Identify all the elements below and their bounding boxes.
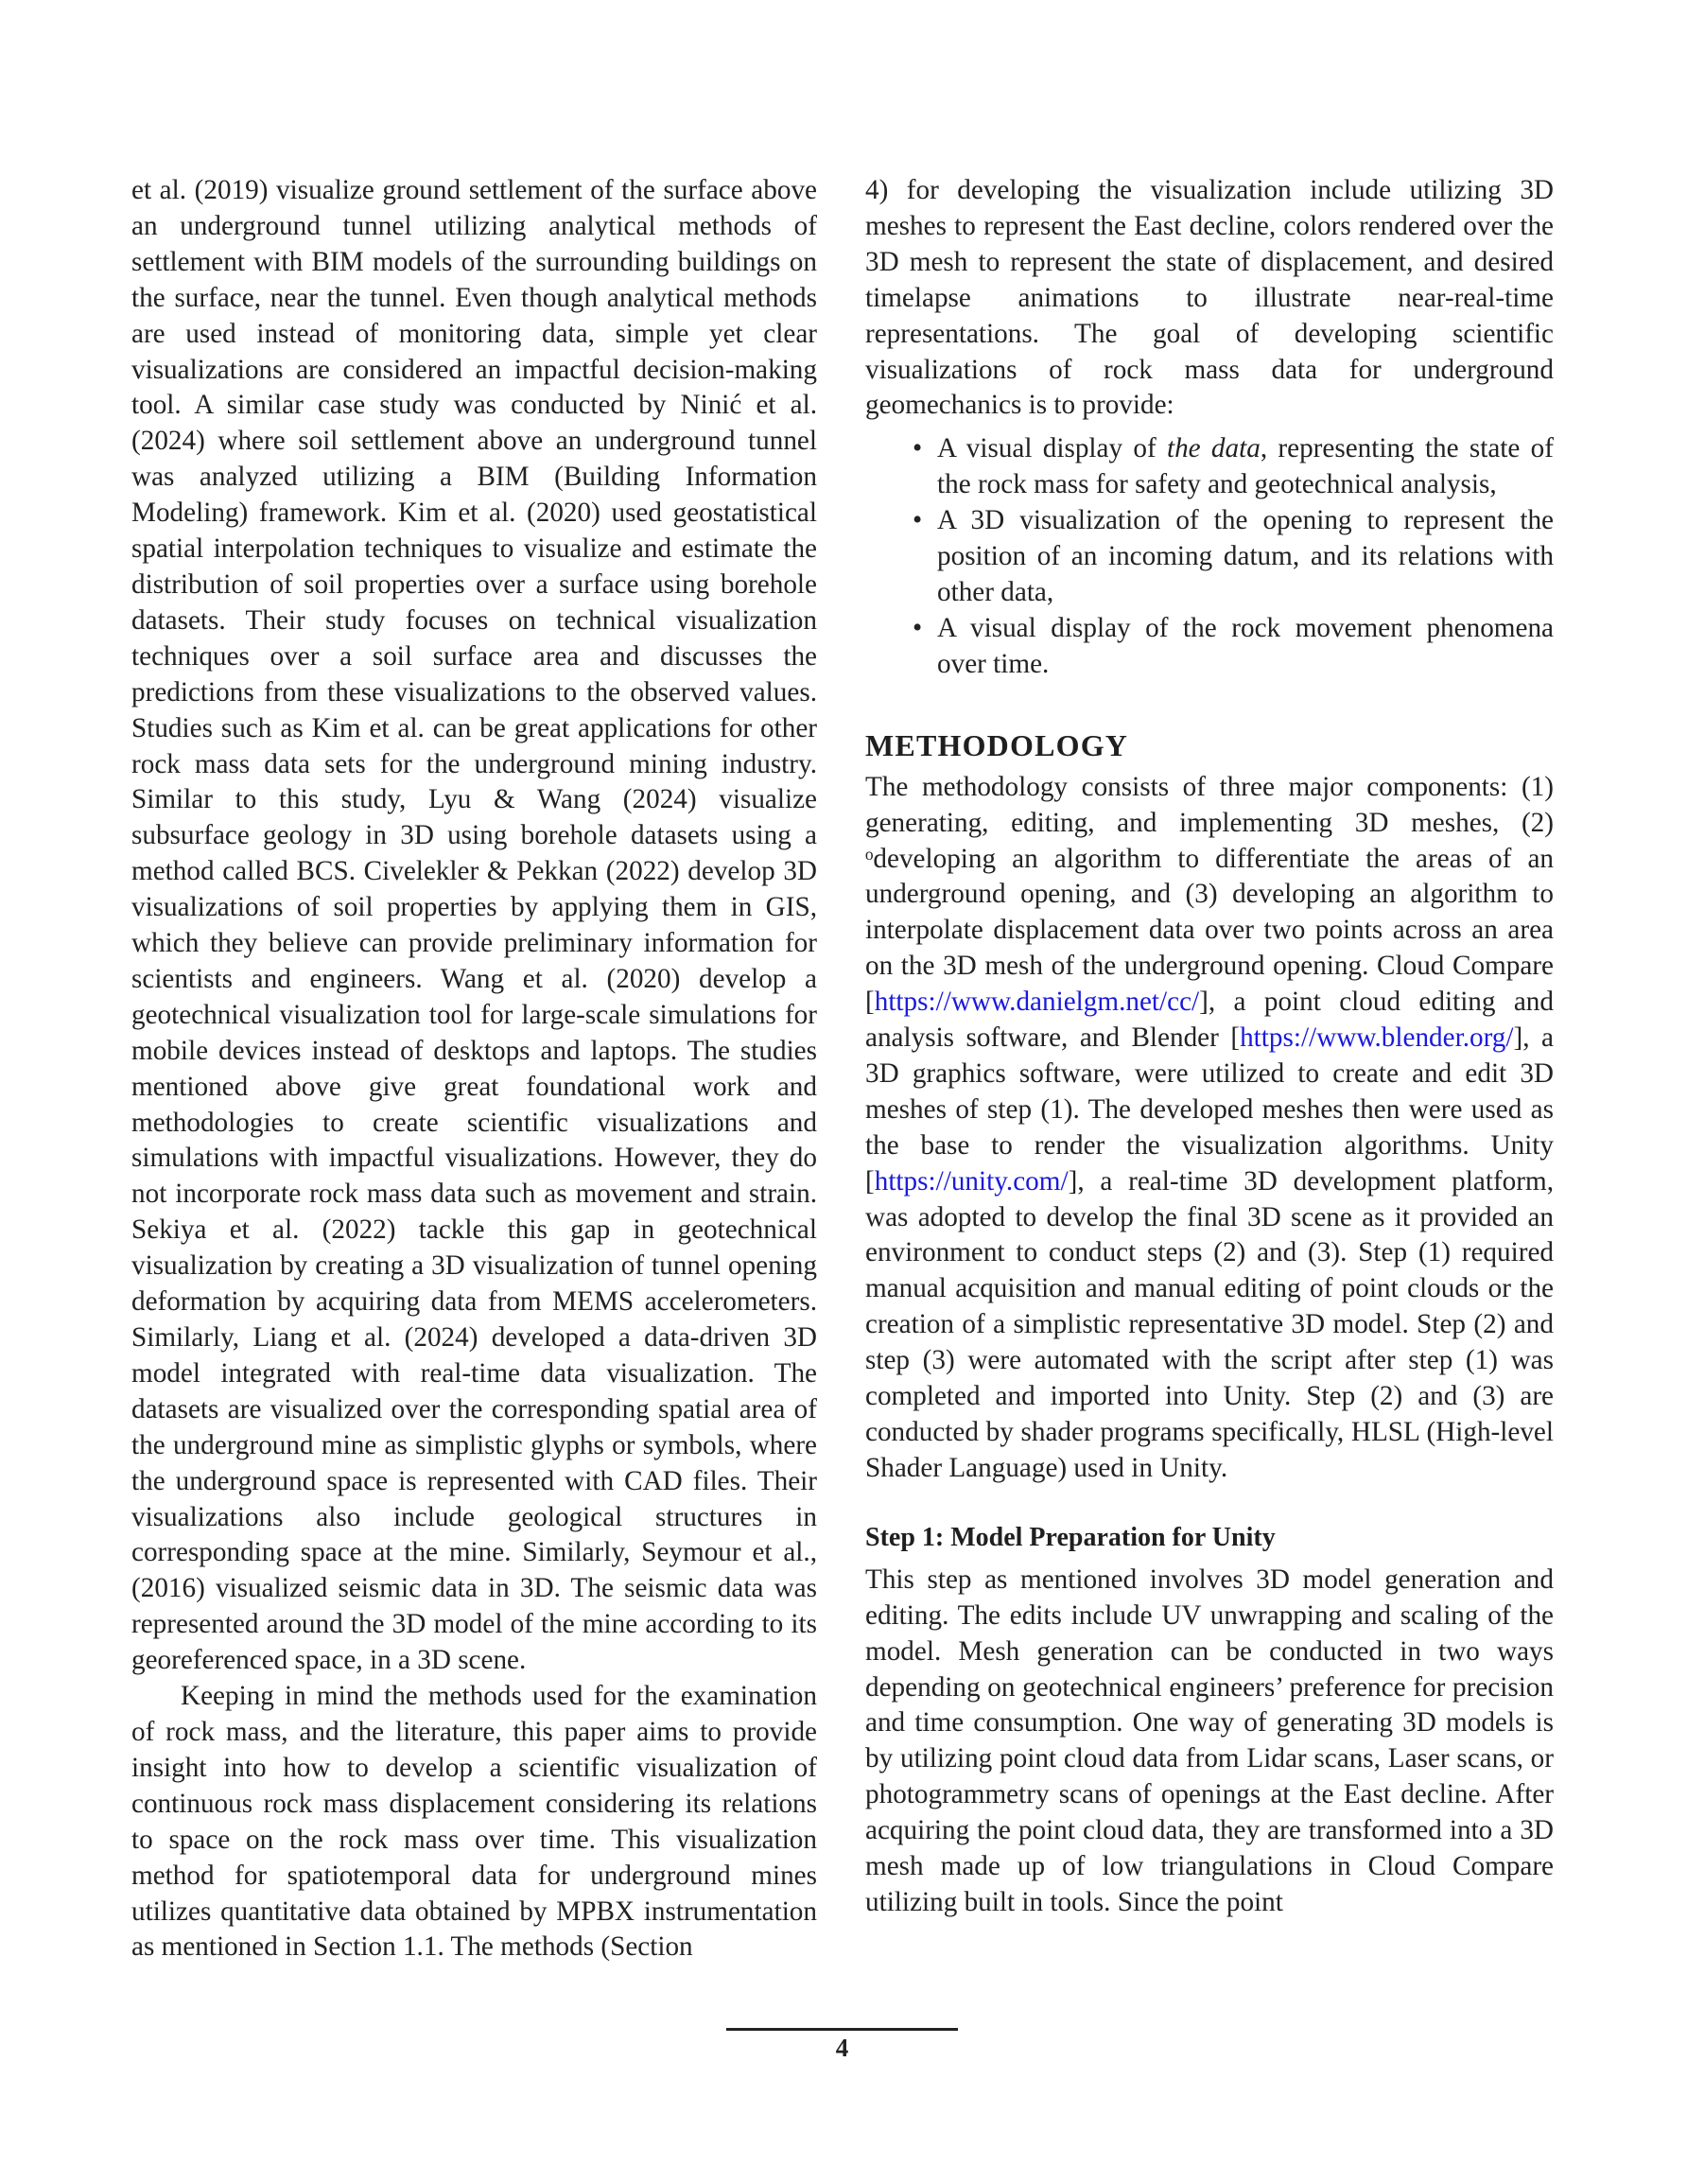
list-item: • A visual display of the rock movement phenomena over time.	[937, 611, 1554, 683]
step1-paragraph: This step as mentioned involves 3D model generation and editing. The edits include UV unwrapping and scaling of the model. Mesh generation can be conducted in two ways depending on geotechnical engineers’ preference for precision and time consumption. One way of generating 3D models is by utilizing point cloud data from Lidar scans, Laser scans, or photogrammetry scans of openings at the East decline. After acquiring the point cloud data, they are transformed into a 3D mesh made up of low triangulations in Cloud Compare utilizing built in tools. Since the point	[865, 1564, 1554, 1917]
emphasis-text: the data	[1166, 433, 1261, 464]
list-item: • A 3D visualization of the opening to represent the position of an incoming datum, and its relations with other data,	[937, 503, 1554, 611]
goals-list	[865, 431, 1554, 682]
subsection-heading-step1: Step 1: Model Preparation for Unity	[865, 1522, 1276, 1552]
footer-rule	[726, 2028, 958, 2031]
methodology-paragraph: The methodology consists of three major components: (1) generating, editing, and implementing 3D meshes, (2) ᵒdeveloping an algorithm to differentiate the areas of an underground opening, and (3) developing an algorithm to interpolate displacement data over two points across an area on the 3D mesh of the underground opening. Cloud Compare [https://www.danielgm.net/cc/], a point cloud editing and analysis software, and Blender [https://www.blender.org/], a 3D graphics software, were utilized to create and edit 3D meshes of step (1). The developed meshes then were used as the base to render the visualization algorithms. Unity [https://unity.com/], a real-time 3D development platform, was adopted to develop the final 3D scene as it provided an environment to conduct steps (2) and (3). Step (1) required manual acquisition and manual editing of point clouds or the creation of a simplistic representative 3D model. Step (2) and step (3) were automated with the script after step (1) was completed and imported into Unity. Step (2) and (3) are conducted by shader programs specifically, HLSL (High-level Shader Language) used in Unity.	[865, 771, 1554, 1483]
unity-link[interactable]: https://unity.com/	[874, 1165, 1069, 1197]
blender-link[interactable]: https://www.blender.org/	[1240, 1022, 1514, 1054]
section-heading-methodology: METHODOLOGY	[865, 727, 1129, 762]
cloudcompare-link[interactable]: https://www.danielgm.net/cc/	[874, 987, 1200, 1018]
left-paragraph-1: et al. (2019) visualize ground settlement of the surface above an underground tunnel utilizing analytical methods of settlement with BIM models of the surrounding buildings on the surface, near the tunnel. Even though analytical methods are used instead of monitoring data, simple yet clear visualizations are considered an impactful decision-making tool. A similar case study was conducted by Ninić et al. (2024) where soil settlement above an underground tunnel was analyzed utilizing a BIM (Building Information Modeling) framework. Kim et al. (2020) used geostatistical spatial interpolation techniques to visualize and estimate the distribution of soil properties over a surface using borehole datasets. Their study focuses on technical visualization techniques over a soil surface area and discusses the predictions from these visualizations to the observed values. Studies such as Kim et al. can be great applications for other rock mass data sets for the underground mining industry. Similar to this study, Lyu & Wang (2024) visualize subsurface geology in 3D using borehole datasets using a method called BCS. Civelekler & Pekkan (2022) develop 3D visualizations of soil properties by applying them in GIS, which they believe can provide preliminary information for scientists and engineers. Wang et al. (2020) develop a geotechnical visualization tool for large-scale simulations for mobile devices instead of desktops and laptops. The studies mentioned above give great foundational work and methodologies to create scientific visualizations and simulations with impactful visualizations. However, they do not incorporate rock mass data such as movement and strain. Sekiya et al. (2022) tackle this gap in geotechnical visualization by creating a 3D visualization of tunnel opening deformation by acquiring data from MEMS accelerometers. Similarly, Liang et al. (2024) developed a data-driven 3D model integrated with real-time data visualization. The datasets are visualized over the corresponding spatial area of the underground mine as simplistic glyphs or symbols, where the underground space is represented with CAD files. Their visualizations also include geological structures in corresponding space at the mine. Similarly, Seymour et al., (2016) visualized seismic data in 3D. The seismic data was represented around the 3D model of the mine according to its georeferenced space, in a 3D scene.	[131, 175, 817, 1676]
right-column	[865, 173, 1554, 1921]
left-column	[131, 173, 817, 1966]
page-number: 4	[835, 2034, 849, 2062]
left-paragraph-2: Keeping in mind the methods used for the examination of rock mass, and the literature, this paper aims to provide insight into how to develop a scientific visualization of continuous rock mass displacement considering its relations to space on the rock mass over time. This visualization method for spatiotemporal data for underground mines utilizes quantitative data obtained by MPBX instrumentation as mentioned in Section 1.1. The methods (Section	[131, 1681, 817, 1963]
right-paragraph-1: 4) for developing the visualization include utilizing 3D meshes to represent the East decline, colors rendered over the 3D mesh to represent the state of displacement, and desired timelapse animations to illustrate near-real-time representations. The goal of developing scientific visualizations of rock mass data for underground geomechanics is to provide:	[865, 175, 1554, 421]
list-item: • A visual display of the data, representing the state of the rock mass for safety and geotechnical analysis,	[937, 431, 1554, 503]
